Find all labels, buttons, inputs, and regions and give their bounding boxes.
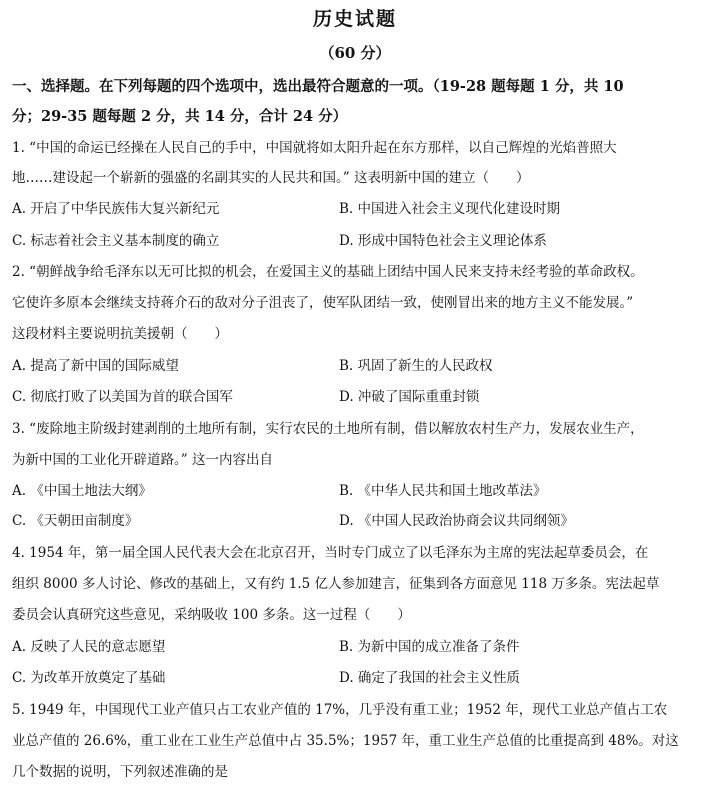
q3-option-b[interactable]: B. 《中华人民共和国土地改革法》 — [339, 483, 547, 499]
q4-stem-line-2: 组织 8000 多人讨论、修改的基础上，又有约 1.5 亿人参加建言，征集到各方面意见 118 万多条。宪法起草 — [12, 576, 660, 592]
section-heading — [12, 72, 702, 132]
q1-option-d[interactable]: D. 形成中国特色社会主义理论体系 — [339, 233, 547, 249]
q4-option-d[interactable]: D. 确定了我国的社会主义性质 — [339, 670, 520, 686]
q3-option-a[interactable]: A. 《中国土地法大纲》 — [12, 483, 152, 499]
q3-stem-line-2: 为新中国的工业化开辟道路。” 这一内容出自 — [12, 452, 273, 468]
q4-option-b[interactable]: B. 为新中国的成立准备了条件 — [339, 639, 520, 655]
section-heading-line-1: 一、选择题。在下列每题的四个选项中，选出最符合题意的一项。（19-28 题每题 1 分，共 10 — [12, 78, 624, 95]
q2-option-d[interactable]: D. 冲破了国际重重封锁 — [339, 389, 480, 405]
q3-option-c[interactable]: C. 《天朝田亩制度》 — [12, 513, 139, 529]
q4-stem-line-3: 委员会认真研究这些意见，采纳吸收 100 多条。这一过程（ ） — [12, 607, 411, 623]
q1-option-b[interactable]: B. 中国进入社会主义现代化建设时期 — [339, 201, 561, 217]
q2-stem-line-3: 这段材料主要说明抗美援朝（ ） — [12, 326, 228, 342]
q4-stem-line-1: 4. 1954 年，第一届全国人民代表大会在北京召开，当时专门成立了以毛泽东为主席的宪法起草委员会，在 — [12, 545, 649, 561]
section-heading-line-2: 分；29-35 题每题 2 分，共 14 分，合计 24 分） — [12, 108, 348, 125]
page-title: 历史试题 — [312, 8, 397, 30]
total-score: （60 分） — [319, 44, 391, 62]
q1-option-a[interactable]: A. 开启了中华民族伟大复兴新纪元 — [12, 201, 220, 217]
q3-stem-line-1: 3. “废除地主阶级封建剥削的土地所有制，实行农民的土地所有制，借以解放农村生产力，发展农业生产， — [12, 421, 644, 437]
q2-stem-line-1: 2. “朝鲜战争给毛泽东以无可比拟的机会，在爱国主义的基础上团结中国人民来支持未经考验的革命政权。 — [12, 264, 644, 280]
q3-option-d[interactable]: D. 《中国人民政治协商会议共同纲领》 — [339, 513, 574, 529]
q1-stem-line-2: 地……建设起一个崭新的强盛的名副其实的人民共和国。” 这表明新中国的建立（ ） — [12, 170, 530, 186]
q5-stem-line-2: 业总产值的 26.6%，重工业在工业生产总值中占 35.5%；1957 年，重工业生产总值的比重提高到 48%。对这 — [12, 733, 679, 749]
q2-stem-line-2: 它使许多原本会继续支持蒋介石的敌对分子沮丧了，使军队团结一致，使刚冒出来的地方主义不能发展。” — [12, 295, 634, 311]
q2-option-b[interactable]: B. 巩固了新生的人民政权 — [339, 358, 493, 374]
q2-option-c[interactable]: C. 彻底打败了以美国为首的联合国军 — [12, 389, 233, 405]
q1-option-c[interactable]: C. 标志着社会主义基本制度的确立 — [12, 233, 220, 249]
q2-option-a[interactable]: A. 提高了新中国的国际威望 — [12, 358, 179, 374]
q4-option-a[interactable]: A. 反映了人民的意志愿望 — [12, 639, 166, 655]
q4-option-c[interactable]: C. 为改革开放奠定了基础 — [12, 670, 166, 686]
q5-stem-line-3: 几个数据的说明，下列叙述准确的是 — [12, 764, 228, 780]
q5-stem-line-1: 5. 1949 年，中国现代工业产值只占工农业产值的 17%，几乎没有重工业；1952 年，现代工业总产值占工农 — [12, 702, 668, 718]
q1-stem-line-1: 1. “中国的命运已经操在人民自己的手中，中国就将如太阳升起在东方那样，以自己辉煌的光焰普照大 — [12, 140, 617, 156]
